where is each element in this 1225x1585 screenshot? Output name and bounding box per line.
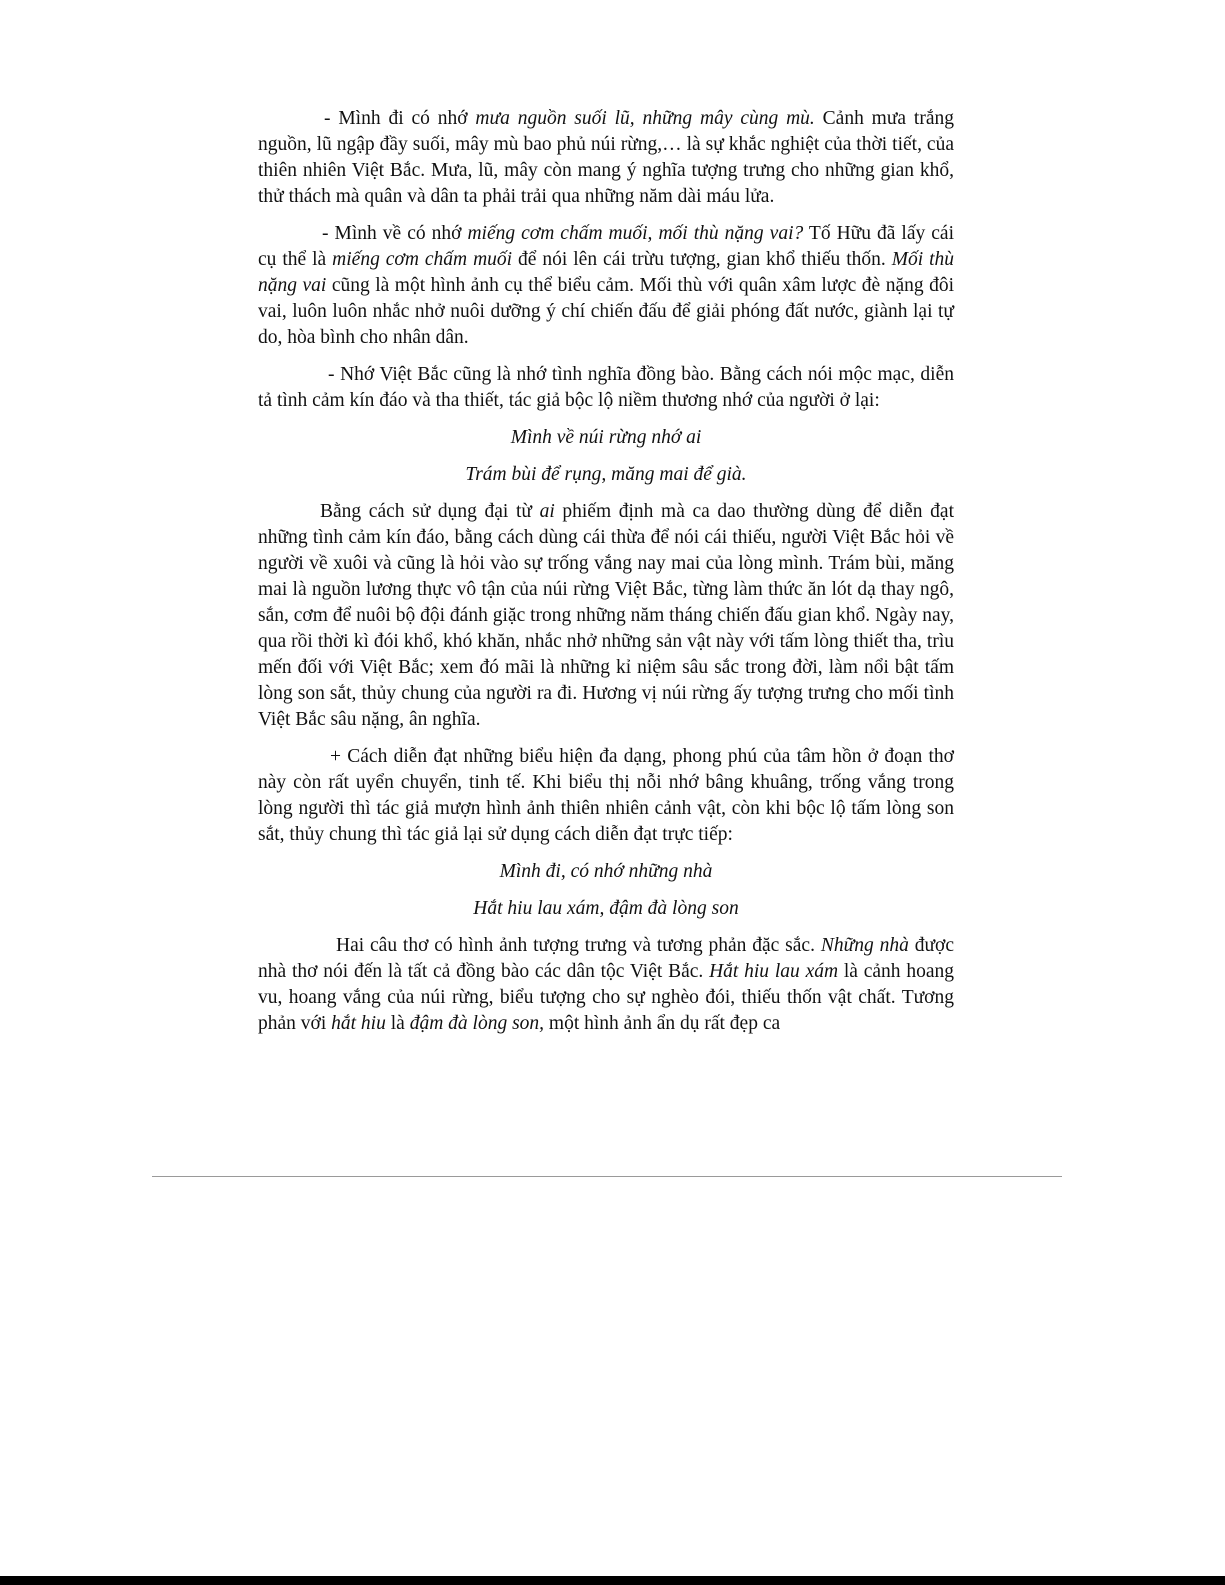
paragraph-2-text-c: Tố Hữu đã lấy cái cụ thể là — [258, 223, 955, 270]
paragraph-6-text-a: Hai câu thơ có hình ảnh tượng trưng và tương phản đặc sắc. — [336, 935, 821, 956]
paragraph-1-quote: mưa nguồn suối lũ, những mây cùng mù. — [475, 108, 815, 129]
paragraph-1-text-a: - Mình đi có nhớ — [324, 108, 476, 129]
verse-2-line-1: Mình đi, có nhớ những nhà — [499, 861, 713, 882]
paragraph-1 — [258, 106, 954, 210]
verse-1-line-2: Trám bùi để rụng, măng mai để già. — [465, 464, 747, 485]
page-bottom-edge — [0, 1576, 1225, 1585]
verse-block-2 — [258, 859, 954, 922]
verse-1-line-1: Mình về núi rừng nhớ ai — [510, 427, 702, 448]
paragraph-4-text-a: Bằng cách sử dụng đại từ — [320, 501, 540, 522]
paragraph-6 — [258, 933, 954, 1037]
paragraph-3 — [258, 362, 954, 414]
document-body — [258, 106, 954, 1048]
paragraph-2 — [258, 221, 954, 351]
paragraph-2-quote: miếng cơm chấm muối, mối thù nặng vai? — [467, 223, 804, 244]
verse-block-1 — [258, 425, 954, 488]
paragraph-4-text-c: phiếm định mà ca dao thường dùng để diễn đạt những tình cảm kín đáo, bằng cách dùng cái thừa để nói cái thiếu, người Việt Bắc hỏi về người về xuôi và cũng là hỏi vào sự trống vắng nay mai của lòng mình. Trám bùi, măng mai là nguồn lương thực vô tận của núi rừng Việt Bắc, từng làm thức ăn lót dạ thay ngô, sắn, cơm để nuôi bộ đội đánh giặc trong những năm tháng chiến đấu gian khổ. Ngày nay, qua rồi thời kì đói khổ, khó khăn, nhắc nhở những sản vật này với tấm lòng thiết tha, trìu mến đối với Việt Bắc; xem đó mãi là những kỉ niệm sâu sắc trong đời, làm nổi bật tấm lòng son sắt, thủy chung của người ra đi. Hương vị núi rừng ấy tượng trưng cho mối tình Việt Bắc sâu nặng, ân nghĩa. — [258, 501, 955, 730]
paragraph-2-text-g: cũng là một hình ảnh cụ thể biểu cảm. Mối thù với quân xâm lược đè nặng đôi vai, luôn luôn nhắc nhở nuôi dưỡng ý chí chiến đấu để giải phóng đất nước, giành lại tự do, hòa bình cho nhân dân. — [258, 275, 955, 348]
paragraph-6-quote-f: hắt hiu — [331, 1013, 386, 1034]
paragraph-6-quote-h: đậm đà lòng son, — [409, 1013, 545, 1034]
paragraph-6-quote-d: Hắt hiu lau xám — [709, 961, 839, 982]
paragraph-3-text: - Nhớ Việt Bắc cũng là nhớ tình nghĩa đồng bào. Bằng cách nói mộc mạc, diễn tả tình cảm kín đáo và tha thiết, tác giả bộc lộ niềm thương nhớ của người ở lại: — [258, 364, 954, 411]
paragraph-4-quote: ai — [539, 501, 555, 522]
paragraph-6-quote-b: Những nhà — [820, 935, 909, 956]
paragraph-6-text-g: là — [385, 1013, 410, 1034]
paragraph-6-text-c: được nhà thơ nói đến là tất cả đồng bào các dân tộc Việt Bắc. — [258, 935, 954, 982]
paragraph-2-text-e: để nói lên cái trừu tượng, gian khổ thiếu thốn. — [512, 249, 892, 270]
verse-2-line-2: Hắt hiu lau xám, đậm đà lòng son — [473, 898, 739, 919]
paragraph-6-text-i: một hình ảnh ẩn dụ rất đẹp ca — [544, 1013, 781, 1034]
paragraph-6-text-e: là cảnh hoang vu, hoang vắng của núi rừng, biểu tượng cho sự nghèo đói, thiếu thốn vật chất. Tương phản với — [258, 961, 954, 1034]
page-separator-rule — [152, 1176, 1062, 1177]
paragraph-1-text-c: Cảnh mưa trắng nguồn, lũ ngập đầy suối, mây mù bao phủ núi rừng,… là sự khắc nghiệt của thời tiết, của thiên nhiên Việt Bắc. Mưa, lũ, mây còn mang ý nghĩa tượng trưng cho những gian khổ, thử thách mà quân và dân ta phải trải qua những năm dài máu lửa. — [258, 108, 954, 207]
paragraph-2-quote-f: Mối thù nặng vai — [258, 249, 954, 296]
paragraph-5 — [258, 744, 954, 848]
paragraph-2-quote-d: miếng cơm chấm muối — [332, 249, 513, 270]
paragraph-4 — [258, 499, 954, 733]
paragraph-2-text-a: - Mình về có nhớ — [322, 223, 468, 244]
paragraph-5-text: + Cách diễn đạt những biểu hiện đa dạng, phong phú của tâm hồn ở đoạn thơ này còn rất uyển chuyển, tinh tế. Khi biểu thị nỗi nhớ bâng khuâng, trống vắng trong lòng người thì tác giả mượn hình ảnh thiên nhiên cảnh vật, còn khi bộc lộ tấm lòng son sắt, thủy chung thì tác giả lại sử dụng cách diễn đạt trực tiếp: — [258, 746, 954, 845]
